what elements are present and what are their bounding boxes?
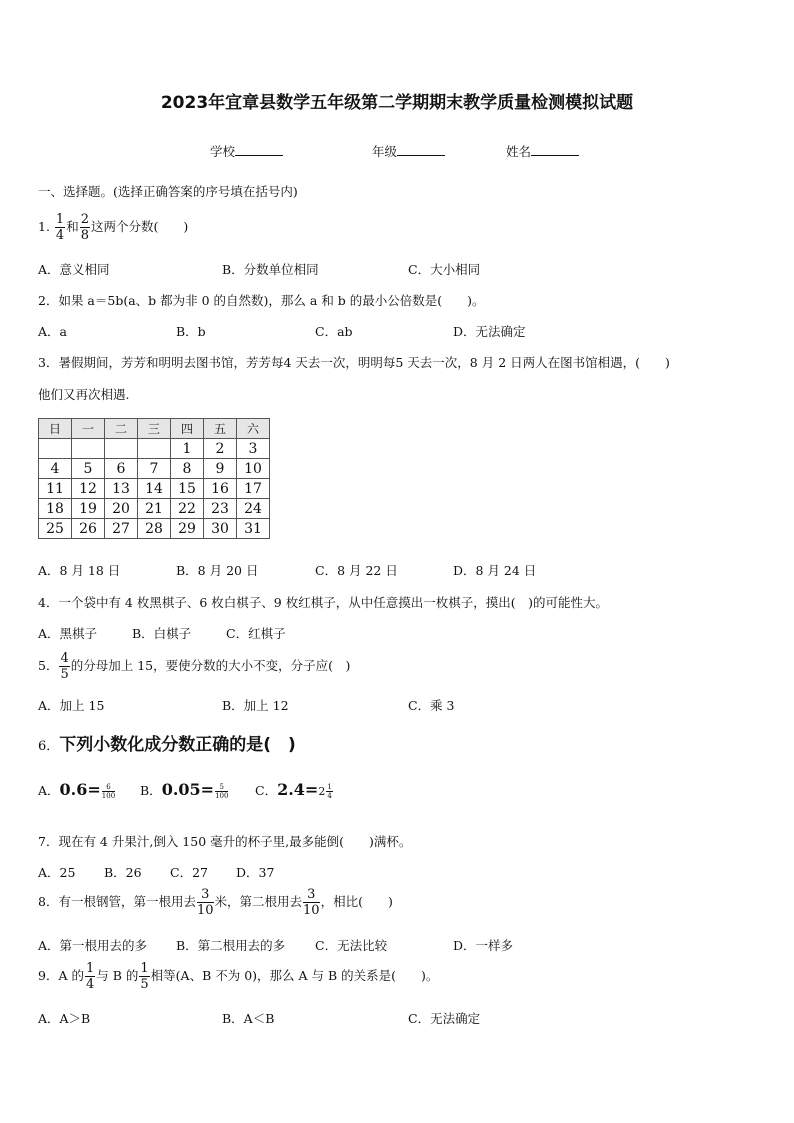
school-field: 学校 [210, 142, 283, 160]
table-cell: 22 [171, 499, 204, 519]
table-cell: 27 [105, 519, 138, 539]
table-cell: 3 [237, 439, 270, 459]
fraction: $\frac{3}{10}$ [303, 887, 320, 918]
table-cell: 24 [237, 499, 270, 519]
question-6: 6．下列小数化成分数正确的是( ) [38, 735, 296, 755]
table-header: 四 [171, 419, 204, 439]
fraction: $\frac{1}{4}$ [55, 212, 65, 243]
fraction: $\frac{5}{100}$ [215, 782, 229, 800]
table-cell: 5 [72, 459, 105, 479]
option-d: D．37 [236, 865, 275, 880]
fraction: $\frac{1}{4}$ [85, 961, 95, 992]
option-a: A．25 [38, 865, 76, 880]
calendar-table [38, 418, 270, 539]
option-b: B．加上 12 [222, 698, 289, 713]
table-header: 三 [138, 419, 171, 439]
table-cell: 18 [39, 499, 72, 519]
option-a: A．第一根用去的多 [38, 938, 148, 953]
table-cell: 14 [138, 479, 171, 499]
table-cell: 25 [39, 519, 72, 539]
table-cell: 20 [105, 499, 138, 519]
table-header: 五 [204, 419, 237, 439]
table-cell: 10 [237, 459, 270, 479]
table-row [39, 499, 270, 519]
table-cell: 7 [138, 459, 171, 479]
fraction: $\frac{1}{4}$ [327, 782, 332, 800]
table-cell [39, 439, 72, 459]
grade-blank [397, 143, 445, 156]
table-cell: 28 [138, 519, 171, 539]
option-a: A．黑棋子 [38, 626, 98, 641]
table-cell [105, 439, 138, 459]
option-c: C．27 [170, 865, 208, 880]
table-header: 二 [105, 419, 138, 439]
table-cell: 13 [105, 479, 138, 499]
section-heading: 一、选择题。(选择正确答案的序号填在括号内) [38, 184, 298, 199]
option-b: B．8 月 20 日 [176, 563, 259, 578]
option-d: D．无法确定 [453, 324, 526, 339]
fraction: $\frac{3}{10}$ [196, 887, 214, 918]
question-9: 9．A 的 $\frac{1}{4}$ 与 B 的 $\frac{1}{5}$ 相等(A、B 不为 0)，那么 A 与 B 的关系是( )。 [38, 961, 439, 992]
option-b: B．0.05= $\frac{5}{100}$ [140, 780, 229, 800]
table-header-row [39, 419, 270, 439]
table-cell: 4 [39, 459, 72, 479]
question-8: 8．有一根钢管，第一根用去 $\frac{3}{10}$ 米，第二根用去 $\frac{3}{10}$ ，相比( ) [38, 887, 393, 918]
question-5: 5． $\frac{4}{5}$ 的分母加上 15，要使分数的大小不变，分子应( ) [38, 651, 351, 682]
table-row [39, 479, 270, 499]
option-c: C．大小相同 [408, 262, 481, 277]
table-cell: 15 [171, 479, 204, 499]
option-a: A．意义相同 [38, 262, 110, 277]
option-a: A．a [38, 324, 67, 339]
table-cell: 1 [171, 439, 204, 459]
question-4: 4．一个袋中有 4 枚黑棋子、6 枚白棋子、9 枚红棋子，从中任意摸出一枚棋子，摸出( )的可能性大。 [38, 595, 608, 610]
table-cell: 26 [72, 519, 105, 539]
option-a: A．8 月 18 日 [38, 563, 121, 578]
table-cell: 2 [204, 439, 237, 459]
table-cell: 12 [72, 479, 105, 499]
table-header: 一 [72, 419, 105, 439]
table-cell: 9 [204, 459, 237, 479]
option-c: C．无法确定 [408, 1011, 481, 1026]
option-c: C．无法比较 [315, 938, 388, 953]
table-cell: 16 [204, 479, 237, 499]
table-cell: 6 [105, 459, 138, 479]
option-b: B．白棋子 [132, 626, 192, 641]
table-cell [138, 439, 171, 459]
table-row [39, 439, 270, 459]
table-cell: 29 [171, 519, 204, 539]
table-cell: 23 [204, 499, 237, 519]
option-b: B．b [176, 324, 206, 339]
table-header: 六 [237, 419, 270, 439]
grade-field: 年级 [372, 142, 445, 160]
table-cell [72, 439, 105, 459]
option-a: A．加上 15 [38, 698, 105, 713]
option-d: D．8 月 24 日 [453, 563, 537, 578]
fraction: $\frac{6}{100}$ [101, 782, 116, 800]
option-b: B．分数单位相同 [222, 262, 319, 277]
option-c: C．红棋子 [226, 626, 286, 641]
option-a: A．A＞B [38, 1011, 91, 1026]
name-blank [531, 143, 579, 156]
table-cell: 21 [138, 499, 171, 519]
table-cell: 31 [237, 519, 270, 539]
fraction: $\frac{1}{5}$ [140, 961, 149, 992]
table-cell: 11 [39, 479, 72, 499]
question-7: 7．现在有 4 升果汁,倒入 150 毫升的杯子里,最多能倒( )满杯。 [38, 834, 412, 849]
option-c: C．乘 3 [408, 698, 455, 713]
fraction: $\frac{2}{8}$ [80, 212, 89, 243]
option-b: B．第二根用去的多 [176, 938, 286, 953]
option-b: B．A＜B [222, 1011, 275, 1026]
name-field: 姓名 [506, 142, 579, 160]
table-cell: 8 [171, 459, 204, 479]
option-c: C．ab [315, 324, 353, 339]
option-c: C．2.4=2 $\frac{1}{4}$ [255, 780, 332, 800]
question-1: 1. $\frac{1}{4}$ 和 $\frac{2}{8}$ 这两个分数( ) [38, 212, 189, 243]
option-a: A．0.6= $\frac{6}{100}$ [38, 780, 116, 800]
table-cell: 17 [237, 479, 270, 499]
option-c: C．8 月 22 日 [315, 563, 398, 578]
table-row [39, 519, 270, 539]
fraction: $\frac{4}{5}$ [60, 651, 69, 682]
table-header: 日 [39, 419, 72, 439]
option-b: B．26 [104, 865, 142, 880]
question-3: 3．暑假期间，芳芳和明明去图书馆，芳芳每4 天去一次，明明每5 天去一次，8 月 2 日两人在图书馆相遇，( ) [38, 355, 670, 370]
table-cell: 30 [204, 519, 237, 539]
table-cell: 19 [72, 499, 105, 519]
page-title: 2023年宜章县数学五年级第二学期期末教学质量检测模拟试题 [160, 93, 634, 113]
question-2: 2．如果 a＝5b(a、b 都为非 0 的自然数)，那么 a 和 b 的最小公倍数是( )。 [38, 293, 485, 308]
school-blank [235, 143, 283, 156]
table-row [39, 459, 270, 479]
option-d: D．一样多 [453, 938, 514, 953]
question-3-cont: 他们又再次相遇. [38, 387, 130, 402]
